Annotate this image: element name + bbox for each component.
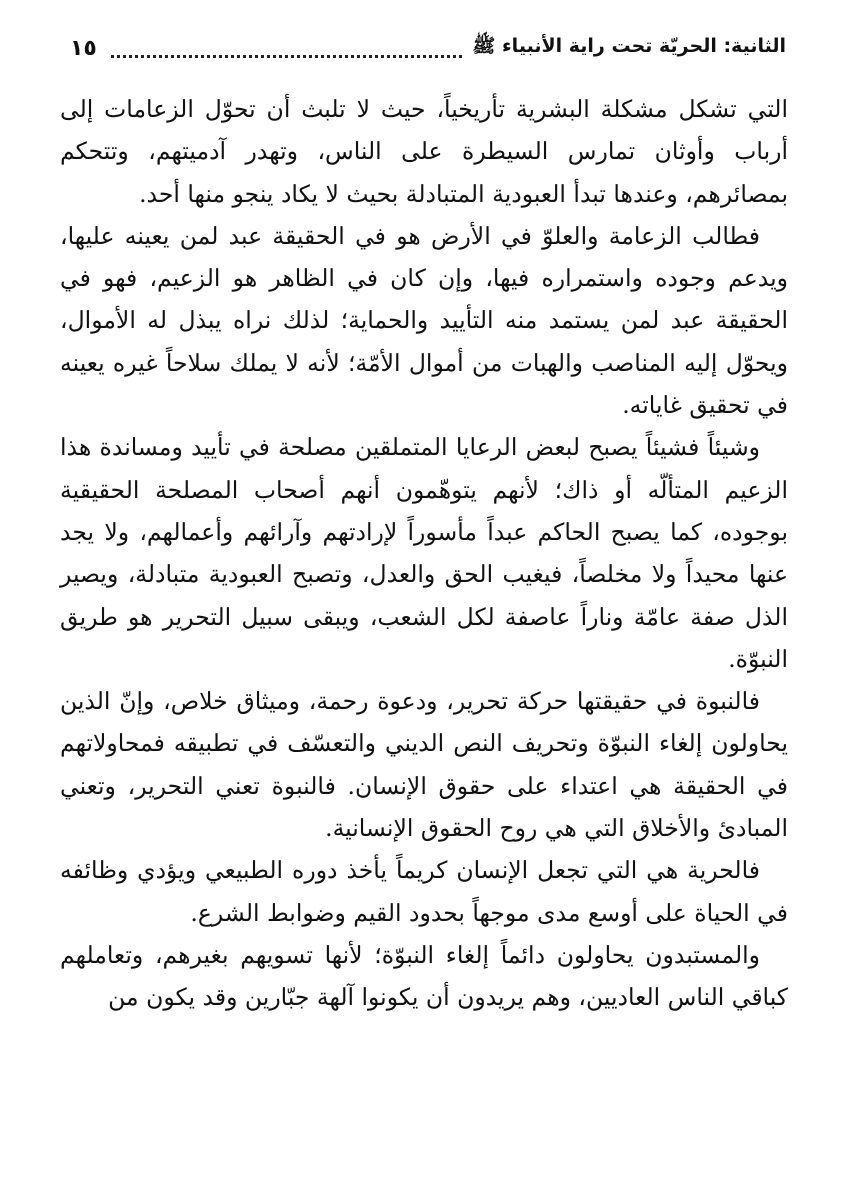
page-header [70,28,786,68]
paragraph: والمستبدون يحاولون دائماً إلغاء النبوّة؛ لأنها تسويهم بغيرهم، وتعاملهم كباقي الناس العاديين، وهم يريدون أن يكونوا آلهة جبّارين وقد يكون من [60,940,788,1012]
paragraph: وشيئاً فشيئاً يصبح لبعض الرعايا المتملقين مصلحة في تأييد ومساندة هذا الزعيم المتألّه أو ذاك؛ لأنهم يتوهّمون أنهم أصحاب المصلحة الحقيقية بوجوده، كما يصبح الحاكم عبداً مأسوراً لإرادتهم وآرائهم وأعمالهم، ولا يجد عنها محيداً ولا مخلصاً، فيغيب الحق والعدل، وتصبح العبودية متبادلة، ويصير الذل صفة عامّة وناراً عاصفة لكل الشعب، ويبقى سبيل التحرير هو طريق النبوّة. [60,433,788,673]
running-title: الثانية: الحريّة تحت راية الأنبياء ﷺ [472,35,786,57]
paragraph: فالحرية هي التي تجعل الإنسان كريماً يأخذ دوره الطبيعي ويؤدي وظائفه في الحياة على أوسع مدى موجهاً بحدود القيم وضوابط الشرع. [60,856,788,927]
dotted-leader [111,49,463,58]
paragraph: فالنبوة في حقيقتها حركة تحرير، ودعوة رحمة، وميثاق خلاص، وإنّ الذين يحاولون إلغاء النبوّة وتحريف النص الديني والتعسّف في تطبيقه فمحاولاتهم في الحقيقة هي اعتداء على حقوق الإنسان. فالنبوة تعني التحرير، وتعني المبادئ والأخلاق التي هي روح الحقوق الإنسانية. [60,687,788,843]
paragraph-continued: التي تشكل مشكلة البشرية تأريخياً، حيث لا تلبث أن تحوّل الزعامات إلى أرباب وأوثان تمارس السيطرة على الناس، وتهدر آدميتهم، وتتحكم بمصائرهم، وعندها تبدأ العبودية المتبادلة بحيث لا يكاد ينجو منها أحد. [60,95,788,208]
page-number: ١٥ [70,35,97,61]
body-text [60,88,788,1019]
paragraph: فطالب الزعامة والعلوّ في الأرض هو في الحقيقة عبد لمن يعينه عليها، ويدعم وجوده واستمراره فيها، وإن كان في الظاهر هو الزعيم، فهو في الحقيقة عبد لمن يستمد منه التأييد والحماية؛ لذلك نراه يبذل له الأموال، ويحوّل إليه المناصب والهبات من أموال الأمّة؛ لأنه لا يملك سلاحاً غيره يعينه في تحقيق غاياته. [60,221,788,420]
